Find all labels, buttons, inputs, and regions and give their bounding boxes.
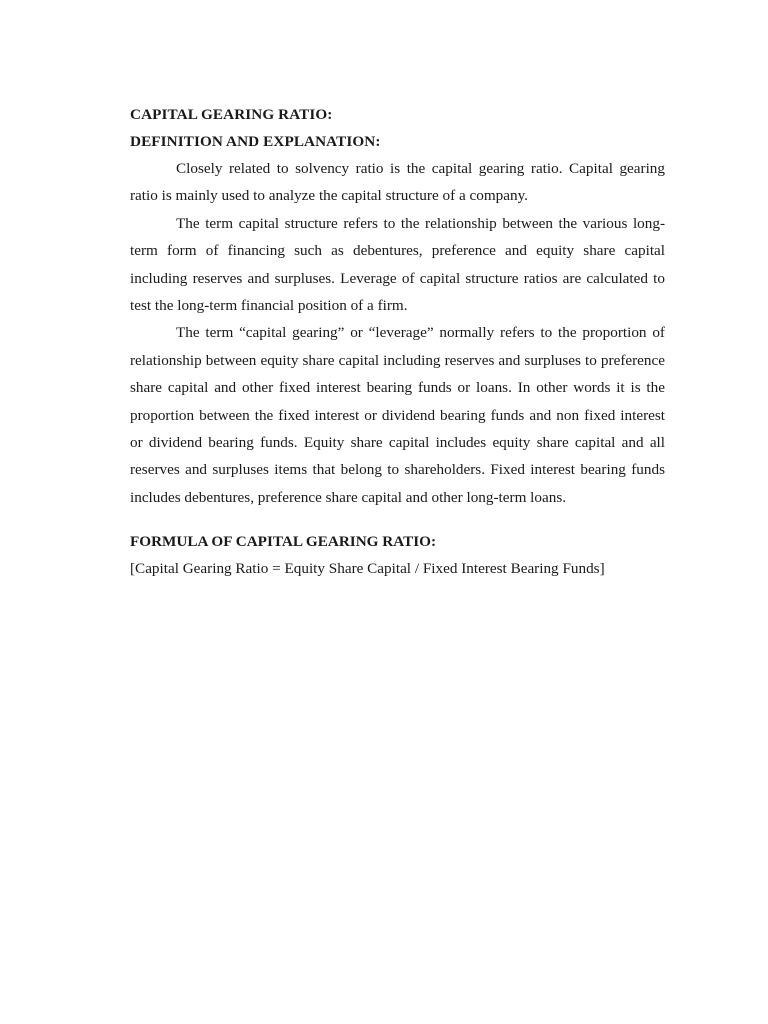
paragraph-3: The term “capital gearing” or “leverage” normally refers to the proportion of relationship between equity share capital including reserves and surpluses to preference share capital and other fixed interest bearing funds or loans. In other words it is the proportion between the fixed interest or dividend bearing funds and non fixed interest or dividend bearing funds. Equity share capital includes equity share capital and all reserves and surpluses items that belong to shareholders. Fixed interest bearing funds includes debentures, preference share capital and other long-term loans.	[130, 324, 665, 506]
section-spacer	[130, 511, 665, 528]
formula-text: [Capital Gearing Ratio = Equity Share Capital / Fixed Interest Bearing Funds]	[130, 560, 605, 578]
paragraph-2: The term capital structure refers to the relationship between the various long-term form of financing such as debentures, preference and equity share capital including reserves and surpluses. Leverage of capital structure ratios are calculated to test the long-term financial position of a firm.	[130, 214, 665, 315]
section-heading-formula: FORMULA OF CAPITAL GEARING RATIO:	[130, 533, 437, 551]
paragraph-1: Closely related to solvency ratio is the capital gearing ratio. Capital gearing ratio is mainly used to analyze the capital structure of a company.	[130, 160, 665, 205]
document-content	[130, 101, 665, 582]
document-title: CAPITAL GEARING RATIO:	[130, 106, 333, 123]
section-heading-definition: DEFINITION AND EXPLANATION:	[130, 133, 381, 150]
